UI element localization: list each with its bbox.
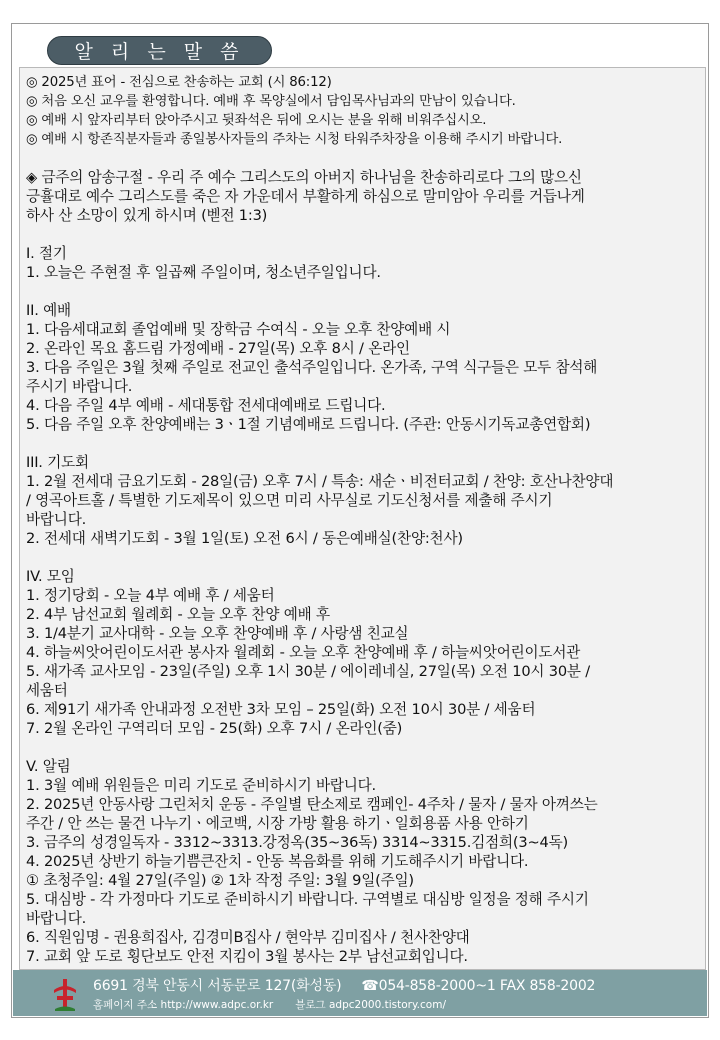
section-line: 3. 금주의 성경일독자 - 3312~3313.강정옥(35~36독) 3314~3315.김점희(3~4독): [26, 834, 568, 851]
section-line: 1. 오늘은 주현절 후 일곱째 주일이며, 청소년주일입니다.: [26, 264, 381, 281]
footer-web-line: [93, 997, 446, 1012]
memory-verse-line: 긍휼대로 예수 그리스도를 죽은 자 가운데서 부활하게 하심으로 말미암아 우리를 거듭나게: [26, 188, 585, 205]
general-notices: [26, 73, 699, 149]
section-line: 4. 2025년 상반기 하늘기쁨큰잔치 - 안동 복음화를 위해 기도해주시기 바랍니다.: [26, 853, 529, 870]
section-heading: I. 절기: [26, 245, 67, 262]
section-line: 3. 1/4분기 교사대학 - 오늘 오후 찬양예배 후 / 사랑샘 친교실: [26, 625, 409, 642]
section-worship: [26, 301, 699, 434]
notice-line: ◎ 예배 시 앞자리부터 앉아주시고 뒷좌석은 뒤에 오시는 분을 위해 비워주십시오.: [26, 113, 487, 128]
section-line: 6. 직원임명 - 권용희집사, 김경미B집사 / 현악부 김미집사 / 천사찬양대: [26, 929, 470, 946]
section-announcements: [26, 757, 699, 966]
section-line: 바랍니다.: [26, 511, 87, 528]
church-phone: ☎054-858-2000~1 FAX 858-2002: [361, 978, 596, 994]
memory-verse-line: ◈ 금주의 암송구절 - 우리 주 예수 그리스도의 아버지 하나님을 찬송하리로다 그의 많으신: [26, 169, 582, 186]
section-prayer: [26, 453, 699, 548]
section-line: 3. 다음 주일은 3월 첫째 주일로 전교인 출석주일입니다. 온가족, 구역 식구들은 모두 참석해: [26, 359, 598, 376]
notice-content: [19, 67, 706, 970]
footer: [13, 970, 707, 1016]
section-line: 바랍니다.: [26, 910, 87, 927]
section-line: 2. 4부 남선교회 월례회 - 오늘 오후 찬양 예배 후: [26, 606, 330, 623]
section-line: 2. 온라인 목요 홈드림 가정예배 - 27일(목) 오후 8시 / 온라인: [26, 340, 410, 357]
section-heading: II. 예배: [26, 302, 71, 319]
section-line: 1. 3월 예배 위원들은 미리 기도로 준비하시기 바랍니다.: [26, 777, 376, 794]
section-line: 세움터: [26, 682, 68, 699]
page-title: 알 리 는 말 씀: [47, 36, 272, 65]
section-meetings: [26, 567, 699, 738]
section-line: 5. 새가족 교사모임 - 23일(주일) 오후 1시 30분 / 에이레네실, 27일(목) 오전 10시 30분 /: [26, 663, 590, 680]
homepage-link[interactable]: 홈페이지 주소 http://www.adpc.or.kr: [93, 999, 274, 1011]
section-season: [26, 244, 699, 282]
memory-verse: [26, 168, 699, 225]
section-line: 4. 다음 주일 4부 예배 - 세대통합 전세대예배로 드립니다.: [26, 397, 386, 414]
section-heading: IV. 모임: [26, 568, 75, 585]
footer-address-line: [93, 975, 595, 995]
section-line: / 영곡아트홀 / 특별한 기도제목이 있으면 미리 사무실로 기도신청서를 제출해 주시기: [26, 492, 553, 509]
memory-verse-line: 하사 산 소망이 있게 하시며 (벧전 1:3): [26, 207, 268, 224]
section-line: 2. 전세대 새벽기도회 - 3월 1일(토) 오전 6시 / 동은예배실(찬양:천사): [26, 530, 463, 547]
section-line: 6. 제91기 새가족 안내과정 오전반 3차 모임 – 25일(화) 오전 10시 30분 / 세움터: [26, 701, 536, 718]
church-address: 6691 경북 안동시 서동문로 127(화성동): [93, 978, 342, 994]
notice-line: ◎ 예배 시 항존직분자들과 종일봉사자들의 주차는 시청 타워주차장을 이용해 주시기 바랍니다.: [26, 132, 563, 147]
section-line: 5. 다음 주일 오후 찬양예배는 3ㆍ1절 기념예배로 드립니다. (주관: 안동시기독교총연합회): [26, 416, 591, 433]
section-line: 4. 하늘씨앗어린이도서관 봉사자 월례회 - 오늘 오후 찬양예배 후 / 하늘씨앗어린이도서관: [26, 644, 581, 661]
section-line: 1. 정기당회 - 오늘 4부 예배 후 / 세움터: [26, 587, 275, 604]
section-heading: V. 알림: [26, 758, 71, 775]
section-line: 1. 다음세대교회 졸업예배 및 장학금 수여식 - 오늘 오후 찬양예배 시: [26, 321, 451, 338]
section-line: 5. 대심방 - 각 가정마다 기도로 준비하시기 바랍니다. 구역별로 대심방 일정을 정해 주시기: [26, 891, 589, 908]
section-heading: III. 기도회: [26, 454, 89, 471]
section-line: 2. 2025년 안동사랑 그린처치 운동 - 주일별 탄소제로 캠페인- 4주차 / 물자 / 물자 아껴쓰는: [26, 796, 598, 813]
section-line: 7. 2월 온라인 구역리더 모임 - 25(화) 오후 7시 / 온라인(줌): [26, 720, 403, 737]
section-line: 주간 / 안 쓰는 물건 나누기ㆍ에코백, 시장 가방 활용 하기ㆍ일회용품 사용 안하기: [26, 815, 529, 832]
church-cross-logo-icon: [51, 976, 79, 1012]
section-line: ① 초청주일: 4월 27일(주일) ② 1차 작정 주일: 3월 9일(주일): [26, 872, 414, 889]
section-line: 주시기 바랍니다.: [26, 378, 133, 395]
section-line: 1. 2월 전세대 금요기도회 - 28일(금) 오후 7시 / 특송: 새순ㆍ비전터교회 / 찬양: 호산나찬양대: [26, 473, 614, 490]
notice-line: ◎ 2025년 표어 - 전심으로 찬송하는 교회 (시 86:12): [26, 75, 332, 90]
notice-line: ◎ 처음 오신 교우를 환영합니다. 예배 후 목양실에서 담임목사님과의 만남이 있습니다.: [26, 94, 516, 109]
section-line: 7. 교회 앞 도로 횡단보도 안전 지킴이 3월 봉사는 2부 남선교회입니다.: [26, 948, 468, 965]
blog-link[interactable]: 블로그 adpc2000.tistory.com/: [295, 999, 446, 1011]
